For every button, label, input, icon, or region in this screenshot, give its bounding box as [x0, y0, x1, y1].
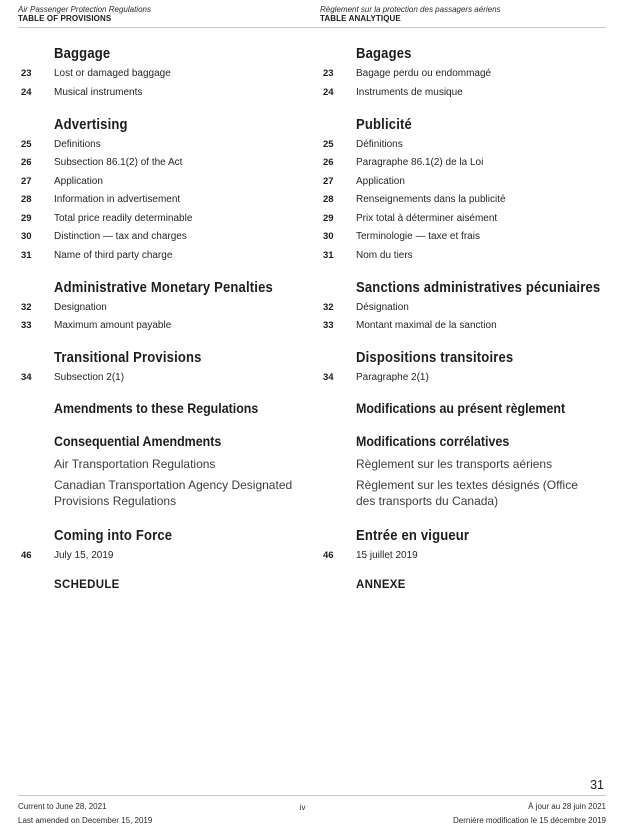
provision-number: 27	[21, 175, 32, 187]
toc-entry	[18, 139, 302, 150]
provision-title: Maximum amount payable	[54, 320, 172, 331]
provision-number: 34	[323, 372, 334, 383]
provision-title: Nom du tiers	[356, 249, 413, 261]
provision-number: 31	[21, 249, 32, 261]
toc-entry	[320, 213, 624, 224]
provision-title: Application	[54, 175, 103, 187]
provision-title: Lost or damaged baggage	[54, 68, 171, 79]
section-heading: Transitional Provisions	[54, 349, 202, 366]
page-number: 31	[590, 778, 604, 792]
section-heading: Bagages	[356, 45, 412, 62]
page-footer	[0, 778, 624, 833]
footer-divider	[18, 795, 606, 796]
toc-entry	[18, 231, 302, 242]
provision-title: Bagage perdu ou endommagé	[356, 68, 492, 79]
provision-number: 28	[21, 194, 32, 205]
toc-entry	[18, 250, 302, 261]
schedule-heading: ANNEXE	[356, 579, 406, 591]
provision-number: 24	[323, 86, 334, 98]
provision-number: 26	[323, 157, 334, 168]
provision-title: Application	[356, 175, 405, 187]
header-en-title: Air Passenger Protection Regulations	[18, 5, 151, 14]
provision-number: 23	[21, 68, 32, 79]
toc-entry	[18, 550, 302, 561]
section-heading: Baggage	[54, 45, 111, 62]
provision-number: 29	[323, 212, 334, 224]
section-heading: Administrative Monetary Penalties	[54, 278, 273, 296]
regulation-name: Canadian Transportation Agency Designated Provisions Regulations	[54, 478, 293, 508]
provision-number: 33	[21, 320, 32, 331]
toc-column-fr	[320, 28, 624, 592]
provision-title: 15 juillet 2019	[356, 550, 418, 561]
provision-number: 23	[323, 68, 334, 79]
regulation-name: Règlement sur les textes désignés (Office des transports du Canada)	[356, 478, 578, 508]
footer-folio: iv	[299, 803, 306, 812]
provision-title: Instruments de musique	[356, 86, 463, 98]
provision-title: Montant maximal de la sanction	[356, 320, 497, 331]
section-heading: Amendments to these Regulations	[54, 401, 259, 416]
toc-body	[0, 28, 624, 592]
footer-currency-en	[18, 800, 152, 827]
header-fr	[320, 5, 606, 24]
footer-last-amended: Last amended on December 15, 2019	[18, 815, 153, 825]
provision-number: 27	[323, 175, 334, 187]
toc-entry	[320, 302, 624, 313]
toc-entry	[320, 68, 624, 79]
toc-entry	[18, 176, 302, 187]
toc-entry	[320, 157, 624, 168]
header-en	[18, 5, 320, 24]
provision-title: July 15, 2019	[54, 550, 114, 561]
footer-current-to: Current to June 28, 2021	[18, 802, 107, 811]
provision-title: Total price readily determinable	[54, 212, 193, 224]
toc-entry	[18, 87, 302, 98]
regulation-name: Règlement sur les transports aériens	[356, 457, 553, 471]
provision-number: 24	[21, 86, 32, 98]
toc-entry	[320, 139, 624, 150]
provision-title: Définitions	[356, 138, 403, 150]
toc-entry	[320, 87, 624, 98]
section-heading: Sanctions administratives pécuniaires	[356, 278, 601, 296]
provision-number: 32	[323, 301, 334, 313]
header-fr-subtitle: TABLE ANALYTIQUE	[320, 14, 401, 23]
provision-number: 30	[21, 231, 32, 242]
toc-entry	[18, 320, 302, 331]
provision-title: Definitions	[54, 138, 101, 150]
section-heading: Modifications au présent règlement	[356, 401, 566, 416]
provision-number: 29	[21, 212, 32, 224]
provision-title: Terminologie — taxe et frais	[356, 231, 480, 242]
footer-derniere-modification: Dernière modification le 15 décembre 2019	[453, 815, 606, 825]
header-en-subtitle: TABLE OF PROVISIONS	[18, 14, 112, 23]
provision-title: Prix total à déterminer aisément	[356, 212, 498, 224]
toc-entry	[320, 176, 624, 187]
provision-title: Subsection 86.1(2) of the Act	[54, 157, 183, 168]
section-heading: Dispositions transitoires	[356, 349, 514, 366]
toc-entry	[320, 372, 624, 383]
toc-entry	[18, 372, 302, 383]
provision-number: 32	[21, 301, 32, 313]
toc-entry	[320, 194, 624, 205]
section-heading: Advertising	[54, 115, 128, 133]
provision-title: Designation	[54, 301, 107, 313]
provision-number: 46	[323, 550, 334, 561]
provision-number: 34	[21, 372, 32, 383]
provision-title: Renseignements dans la publicité	[356, 194, 506, 205]
provision-title: Subsection 2(1)	[54, 372, 125, 383]
provision-number: 25	[21, 138, 32, 150]
footer-currency-fr	[453, 800, 606, 827]
toc-column-en	[18, 28, 302, 592]
provision-number: 46	[21, 550, 32, 561]
schedule-heading: SCHEDULE	[54, 579, 120, 591]
section-heading: Consequential Amendments	[54, 434, 222, 449]
section-heading: Coming into Force	[54, 527, 173, 544]
provision-number: 26	[21, 157, 32, 168]
toc-entry	[18, 68, 302, 79]
provision-title: Information in advertisement	[54, 194, 181, 205]
provision-number: 30	[323, 231, 334, 242]
footer-a-jour: À jour au 28 juin 2021	[528, 802, 606, 811]
provision-title: Désignation	[356, 301, 409, 313]
toc-entry	[18, 213, 302, 224]
toc-entry	[18, 157, 302, 168]
provision-number: 33	[323, 320, 334, 331]
header-fr-title: Règlement sur la protection des passagers aériens	[320, 5, 501, 14]
section-heading: Publicité	[356, 115, 412, 133]
provision-title: Paragraphe 86.1(2) de la Loi	[356, 157, 484, 168]
provision-number: 25	[323, 138, 334, 150]
toc-entry	[320, 250, 624, 261]
page-header	[0, 0, 624, 24]
provision-title: Name of third party charge	[54, 249, 173, 261]
provision-title: Musical instruments	[54, 86, 143, 98]
toc-entry	[320, 550, 624, 561]
provision-title: Paragraphe 2(1)	[356, 372, 429, 383]
toc-entry	[320, 231, 624, 242]
section-heading: Entrée en vigueur	[356, 527, 470, 544]
toc-entry	[320, 320, 624, 331]
regulation-name: Air Transportation Regulations	[54, 457, 216, 471]
provision-number: 28	[323, 194, 334, 205]
toc-entry	[18, 302, 302, 313]
toc-entry	[18, 194, 302, 205]
provision-title: Distinction — tax and charges	[54, 231, 187, 242]
section-heading: Modifications corrélatives	[356, 434, 510, 449]
provision-number: 31	[323, 249, 334, 261]
